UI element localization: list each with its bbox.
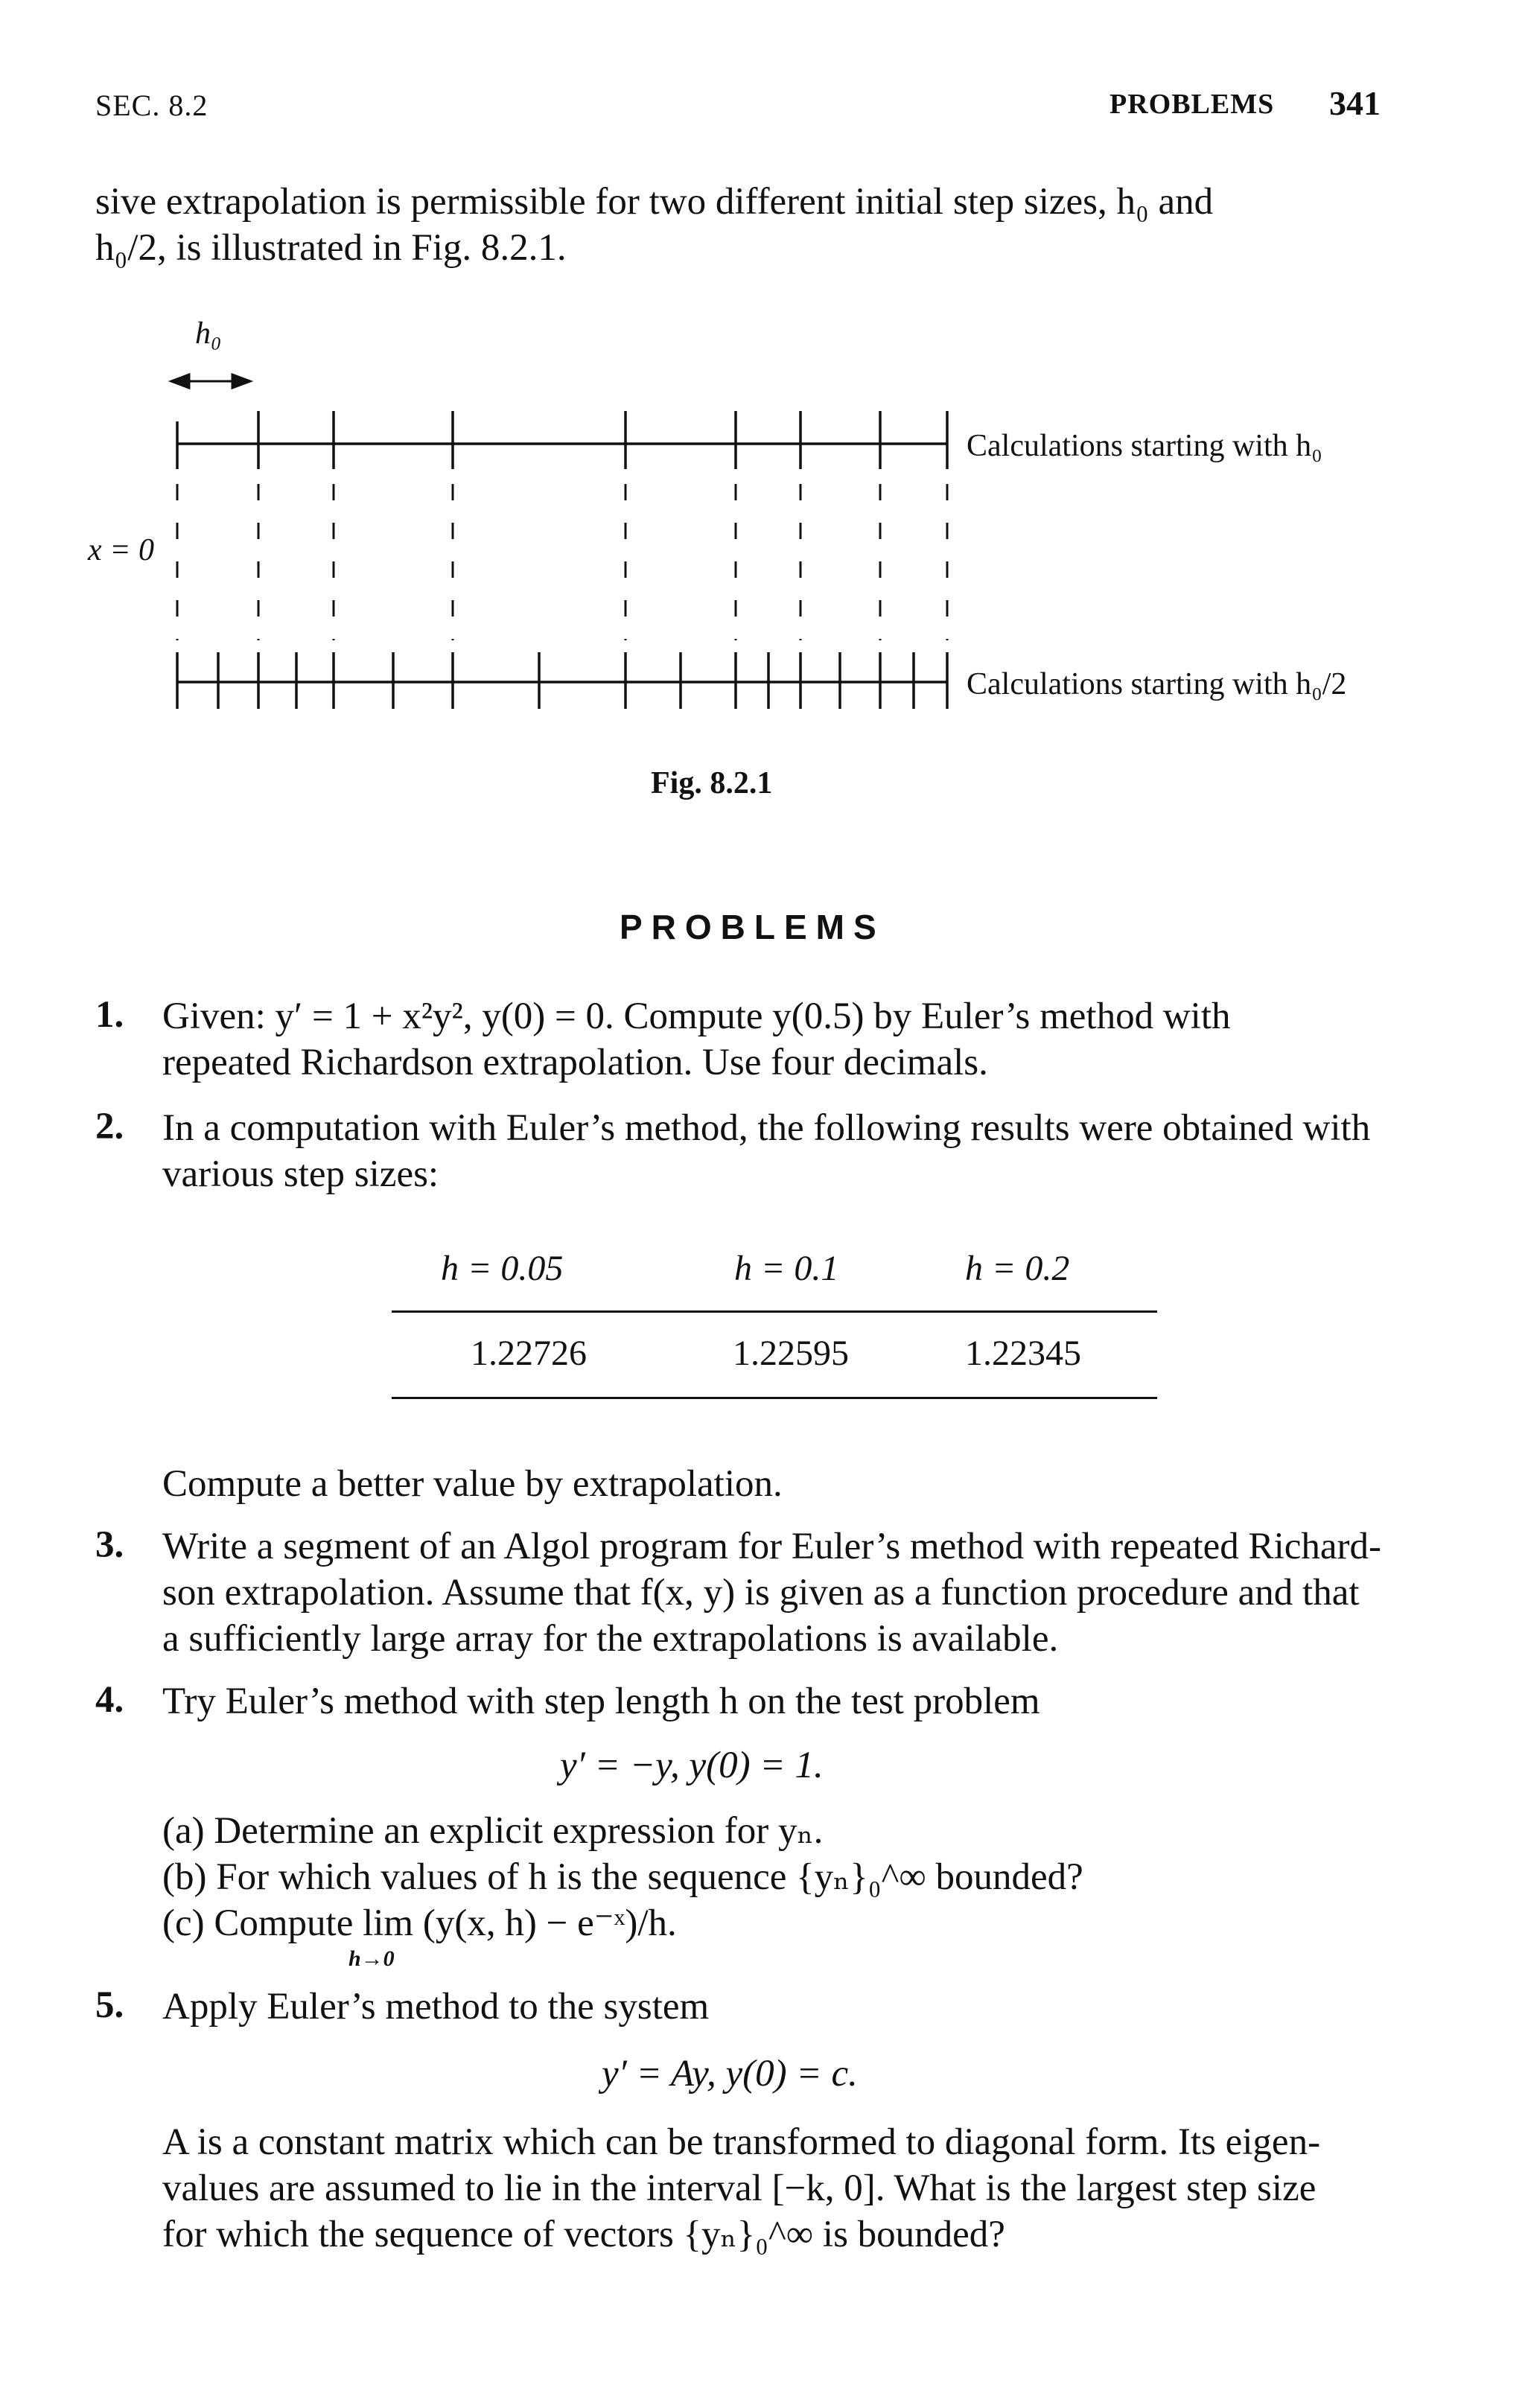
- problem-5-line-1: Apply Euler’s method to the system: [162, 1986, 710, 2028]
- problem-5-after-line-2: values are assumed to lie in the interval [−k, 0]. What is the largest step size: [162, 2167, 1317, 2209]
- table-value-h005: 1.22726: [471, 1334, 587, 1373]
- intro-line-1: sive extrapolation is permissible for two different initial step sizes, h₀ and: [95, 181, 1214, 223]
- bottom-grid-ticks: [177, 652, 947, 709]
- problem-1-line-1: Given: y′ = 1 + x²y², y(0) = 0. Compute y(0.5) by Euler’s method with: [162, 996, 1231, 1037]
- dashed-connectors: [177, 484, 947, 640]
- running-head-section: SEC. 8.2: [95, 89, 208, 122]
- problem-4-line-1: Try Euler’s method with step length h on the test problem: [162, 1681, 1040, 1722]
- problem-3-number: 3.: [95, 1524, 124, 1566]
- problem-5-number: 5.: [95, 1984, 124, 2026]
- running-head-title: PROBLEMS: [1109, 89, 1275, 120]
- page-number: 341: [1329, 84, 1381, 122]
- table-value-h02: 1.22345: [965, 1334, 1081, 1373]
- problem-5-equation: y′ = Ay, y(0) = c.: [602, 2053, 858, 2095]
- table-header-h005: h = 0.05: [441, 1249, 564, 1288]
- problem-4-part-b: (b) For which values of h is the sequence {yₙ}₀^∞ bounded?: [162, 1856, 1083, 1898]
- problem-2-line-1: In a computation with Euler’s method, the following results were obtained with: [162, 1107, 1371, 1149]
- problem-4-limit-subscript: h→0: [348, 1946, 395, 1971]
- problem-4-number: 4.: [95, 1679, 124, 1721]
- problem-5-after-line-1: A is a constant matrix which can be transformed to diagonal form. Its eigen-: [162, 2121, 1321, 2163]
- problems-heading: PROBLEMS: [620, 908, 885, 946]
- top-grid-ticks: [177, 411, 947, 469]
- figure-left-label: x = 0: [88, 533, 154, 567]
- problem-3-line-3: a sufficiently large array for the extrapolations is available.: [162, 1618, 1059, 1660]
- table-header-h02: h = 0.2: [965, 1249, 1070, 1288]
- problem-1-number: 1.: [95, 994, 124, 1036]
- h0-arrow: [171, 375, 250, 388]
- problem-4-equation: y′ = −y, y(0) = 1.: [560, 1745, 824, 1786]
- table-header-h01: h = 0.1: [734, 1249, 839, 1288]
- figure-diagram: [0, 0, 1525, 819]
- problem-3-line-2: son extrapolation. Assume that f(x, y) is given as a function procedure and that: [162, 1572, 1360, 1614]
- figure-top-label: h₀: [195, 316, 222, 351]
- intro-line-2: h₀/2, is illustrated in Fig. 8.2.1.: [95, 227, 567, 269]
- problem-2-after: Compute a better value by extrapolation.: [162, 1463, 783, 1505]
- problem-3-line-1: Write a segment of an Algol program for Euler’s method with repeated Richard-: [162, 1526, 1381, 1567]
- figure-row2-label: Calculations starting with h₀/2: [967, 667, 1347, 701]
- problem-1-line-2: repeated Richardson extrapolation. Use four decimals.: [162, 1042, 988, 1083]
- table-rule-top: [392, 1310, 1157, 1313]
- problem-4-part-c: (c) Compute lim (y(x, h) − e⁻ˣ)/h.: [162, 1902, 677, 1944]
- problem-4-part-a: (a) Determine an explicit expression for yₙ.: [162, 1810, 824, 1852]
- table-value-h01: 1.22595: [733, 1334, 849, 1373]
- figure-row1-label: Calculations starting with h₀: [967, 429, 1322, 463]
- problem-2-line-2: various step sizes:: [162, 1153, 439, 1195]
- problem-5-after-line-3: for which the sequence of vectors {yₙ}₀^∞ is bounded?: [162, 2214, 1005, 2255]
- problem-2-number: 2.: [95, 1106, 124, 1147]
- table-rule-bottom: [392, 1397, 1157, 1399]
- figure-caption: Fig. 8.2.1: [651, 766, 773, 800]
